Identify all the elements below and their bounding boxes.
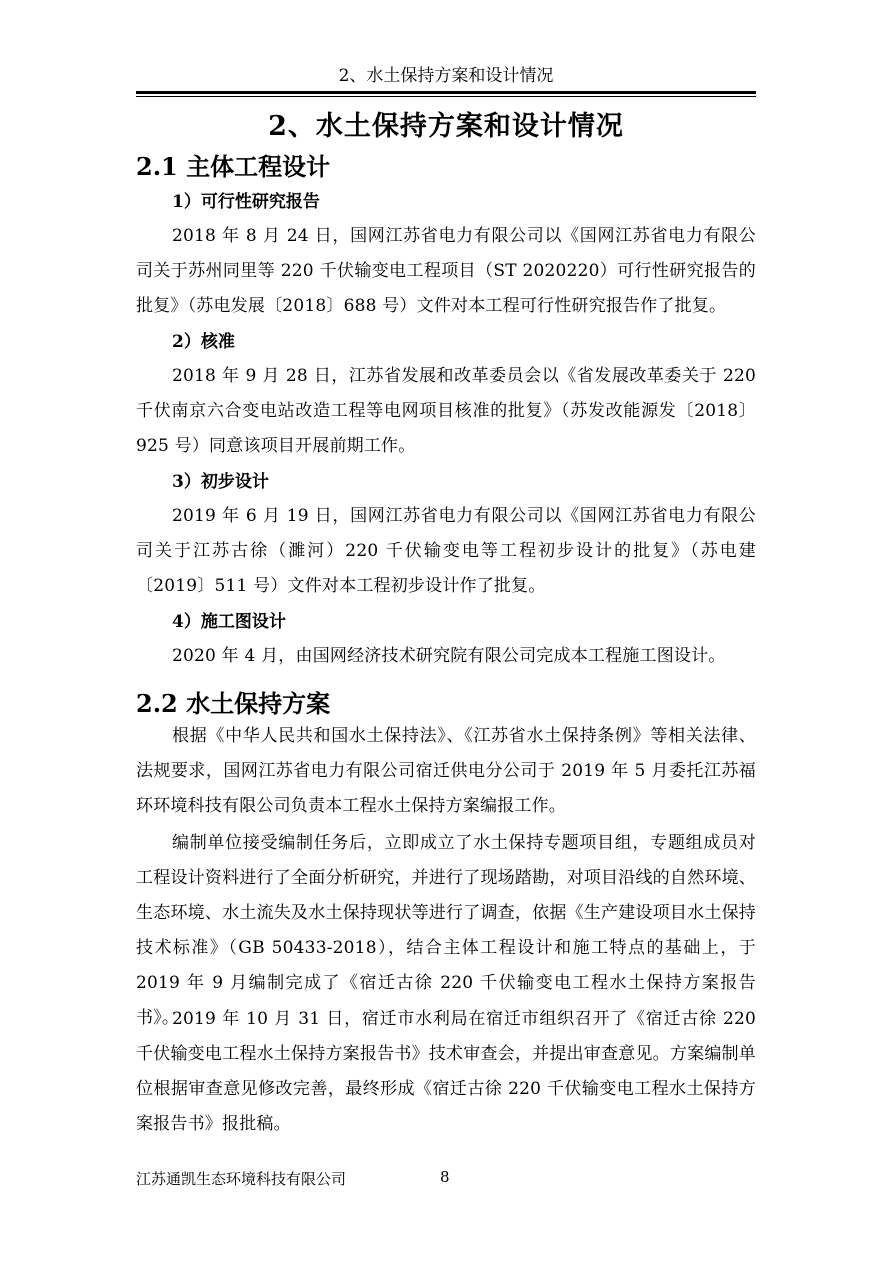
header-rule-thick [136, 91, 756, 94]
subsection-preliminary-design-heading: 3）初步设计 [172, 472, 269, 492]
subsection-approval-heading: 2）核准 [172, 332, 235, 352]
section-2-1-title: 2.1 主体工程设计 [136, 152, 331, 181]
header-rule-thin [136, 96, 756, 97]
running-header: 2、水土保持方案和设计情况 [338, 66, 554, 86]
paragraph-commission: 根据《中华人民共和国水土保持法》、《江苏省水土保持条例》等相关法律、法规要求，国网江苏省电力有限公司宿迁供电分公司于 2019 年 5 月委托江苏福环环境科技有限公司负责本工程水土保持方案编报工作。 [136, 726, 756, 816]
chapter-title: 2、水土保持方案和设计情况 [268, 111, 624, 142]
subsection-feasibility-text: 2018 年 8 月 24 日，国网江苏省电力有限公司以《国网江苏省电力有限公司关于苏州同里等 220 千伏输变电工程项目（ST 2020220）可行性研究报告的批复》（苏电发展〔2018〕688 号）文件对本工程可行性研究报告作了批复。 [136, 226, 756, 316]
subsection-construction-drawing-text: 2020 年 4 月，由国网经济技术研究院有限公司完成本工程施工图设计。 [172, 646, 726, 666]
subsection-construction-drawing-heading: 4）施工图设计 [172, 612, 286, 632]
footer-company: 江苏通凯生态环境科技有限公司 [136, 1170, 347, 1188]
paragraph-review: 2019 年 10 月 31 日，宿迁市水利局在宿迁市组织召开了《宿迁古徐 220 千伏输变电工程水土保持方案报告书》技术审查会，并提出审查意见。方案编制单位根据审查意见修改完善，最终形成《宿迁古徐 220 千伏输变电工程水土保持方案报告书》报批稿。 [136, 1009, 756, 1134]
section-2-2-title: 2.2 水土保持方案 [136, 689, 331, 718]
paragraph-preparation: 编制单位接受编制任务后，立即成立了水土保持专题项目组，专题组成员对工程设计资料进行了全面分析研究，并进行了现场踏勘，对项目沿线的自然环境、生态环境、水土流失及水土保持现状等进行了调查，依据《生产建设项目水土保持技术标准》（GB 50433-2018），结合主体工程设计和施工特点的基础上，于 2019 年 9 月编制完成了《宿迁古徐 220 千伏输变电工程水土保持方案报告书》。 [136, 833, 756, 1028]
subsection-feasibility-heading: 1）可行性研究报告 [172, 192, 320, 212]
subsection-approval-text: 2018 年 9 月 28 日，江苏省发展和改革委员会以《省发展改革委关于 220 千伏南京六合变电站改造工程等电网项目核准的批复》（苏发改能源发〔2018〕925 号）同意该项目开展前期工作。 [136, 366, 756, 456]
page-number: 8 [440, 1168, 450, 1186]
subsection-preliminary-design-text: 2019 年 6 月 19 日，国网江苏省电力有限公司以《国网江苏省电力有限公司关于江苏古徐（濉河）220 千伏输变电等工程初步设计的批复》（苏电建〔2019〕511 号）文件对本工程初步设计作了批复。 [136, 506, 756, 596]
